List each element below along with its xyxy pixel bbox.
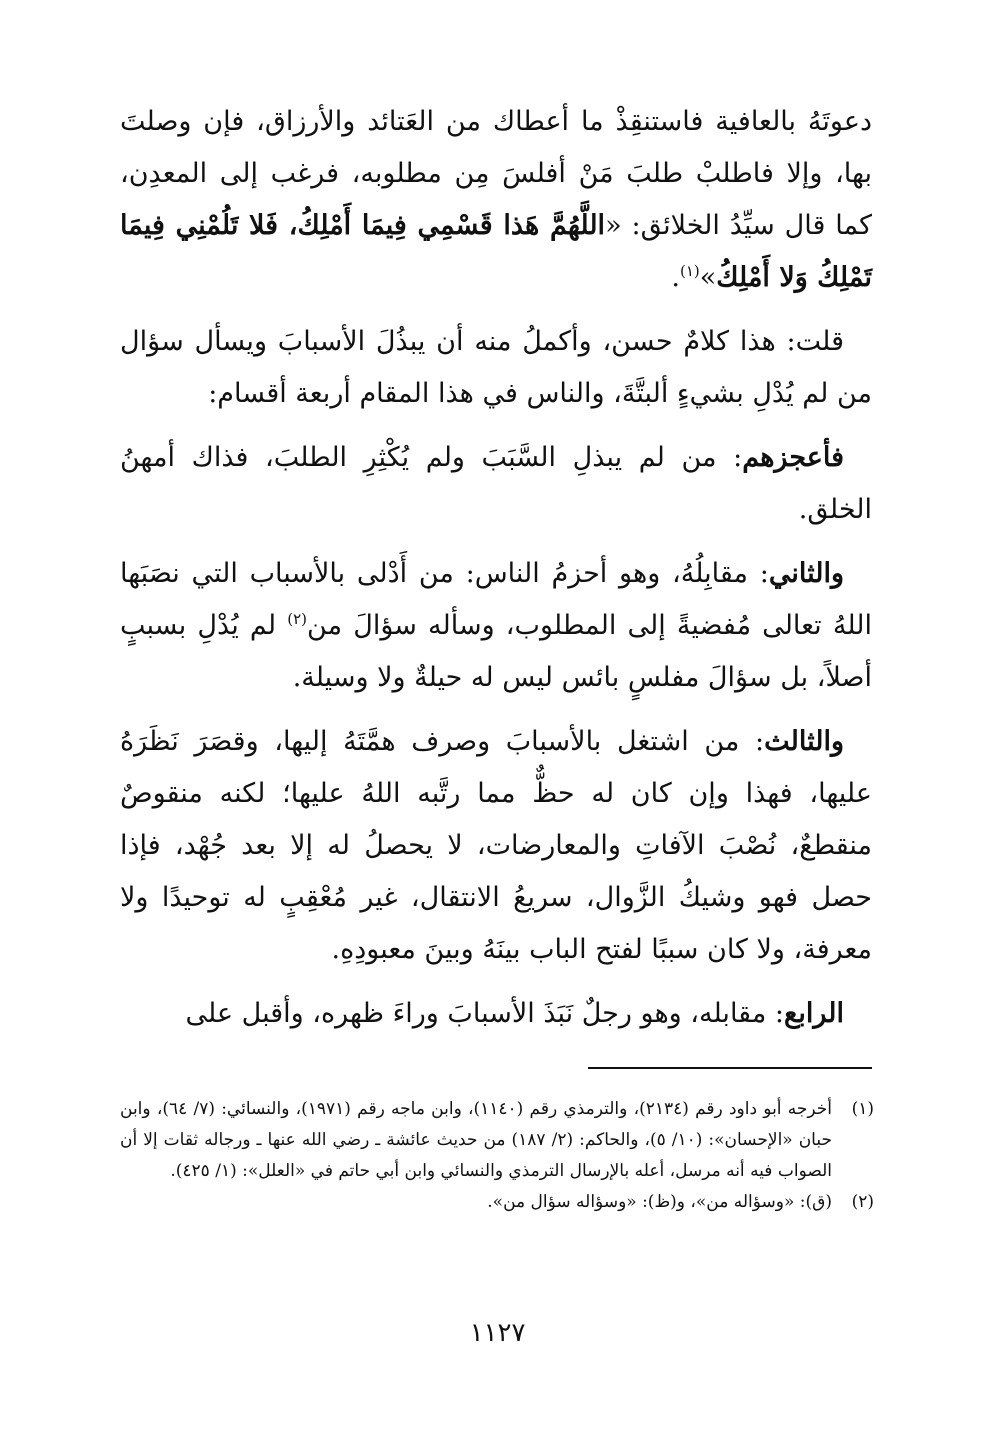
paragraph-text: دعوتَهُ بالعافية فاستنقِذْ ما أعطاك من العَتائد والأرزاق، فإن وصلتَ بها، وإلا فاطلبْ طلبَ مَنْ أفلسَ مِن مطلوبه، فرغب إلى المعدِن، كما قال سيِّدُ الخلائق: « [120,106,872,241]
bold-text: فأعجزهم [742,442,844,473]
footnote-separator [588,1067,872,1069]
paragraph [120,716,872,976]
footnote-number: (١) [851,1099,874,1119]
footnote-text: (ق): «وسؤاله من»، و(ظ): «وسؤاله سؤال من». [487,1192,832,1212]
footnote-number: (٢) [851,1192,874,1212]
paragraph-text: . [671,262,680,293]
footnote-text: أخرجه أبو داود رقم (٢١٣٤)، والترمذي رقم (١١٤٠)، وابن ماجه رقم (١٩٧١)، والنسائي: (٧/ ٦٤)، وابن حبان «الإحسان»: (١٠/ ٥)، والحاكم: (٢/ ١٨٧) من حديث عائشة ـ رضي الله عنها ـ ورجاله ثقات إلا أن الصواب فيه أنه مرسل، أعله بالإرسال الترمذي والنسائي وابن أبي حاتم في «العلل»: (١/ ٤٢٥). [120,1099,832,1181]
paragraph [120,432,872,536]
footnote [120,1094,874,1187]
paragraph-text: : مقابِلُهُ، وهو أحزمُ الناس: من أَدْلى بالأسباب التي نصَبَها اللهُ تعالى مُفضيةً إلى المطلوب، وسأله سؤالَ من [120,558,872,641]
paragraph-text: : من لم يبذلِ السَّبَبَ ولم يُكْثِرِ الطلبَ، فذاك أمهنُ الخلق. [120,442,872,525]
paragraph-text: » [699,262,717,293]
paragraph-text: : مقابله، وهو رجلٌ نَبَذَ الأسبابَ وراءَ ظهره، وأقبل على [185,998,784,1029]
paragraph [120,548,872,704]
paragraph [120,316,872,420]
bold-text: والثالث [764,726,844,757]
paragraph-text: لم يُدْلِ بسببٍ أصلاً، بل سؤالَ مفلسٍ بائس ليس له حيلةٌ ولا وسيلة. [120,610,872,693]
bold-text: والثاني [768,558,844,589]
paragraph [120,988,872,1040]
page-number: ١١٢٧ [469,1318,526,1348]
footnote-marker: (١) [679,262,700,280]
footnotes [120,1094,874,1218]
paragraph-text: قلت: هذا كلامٌ حسن، وأكملُ منه أن يبذُلَ الأسبابَ ويسأل سؤال من لم يُدْلِ بشيءٍ ألبتَّةَ، والناس في هذا المقام أربعة أقسام: [120,326,872,409]
bold-text: الرابع [783,998,844,1029]
footnote [120,1187,874,1218]
paragraph [120,96,872,304]
bold-text: اللَّهُمَّ هَذا قَسْمِي فِيمَا أَمْلِكُ، فَلا تَلُمْنِي فِيمَا تَمْلِكُ وَلا أَمْلِكُ [120,210,872,293]
footnote-marker: (٢) [287,610,308,628]
main-text [120,96,872,1052]
paragraph-text: : من اشتغل بالأسبابَ وصرف همَّتَهُ إليها، وقصَرَ نَظَرَهُ عليها، فهذا وإن كان له حظٌّ مما رتَّبه اللهُ عليها؛ لكنه منقوصٌ منقطعٌ، نُصْبَ الآفاتِ والمعارضات، لا يحصلُ له إلا بعد جُهْد، فإذا حصل فهو وشيكُ الزَّوال، سريعُ الانتقال، غير مُعْقِبٍ له توحيدًا ولا معرفة، ولا كان سببًا لفتح الباب بينَهُ وبينَ معبودِهِ. [120,726,872,965]
